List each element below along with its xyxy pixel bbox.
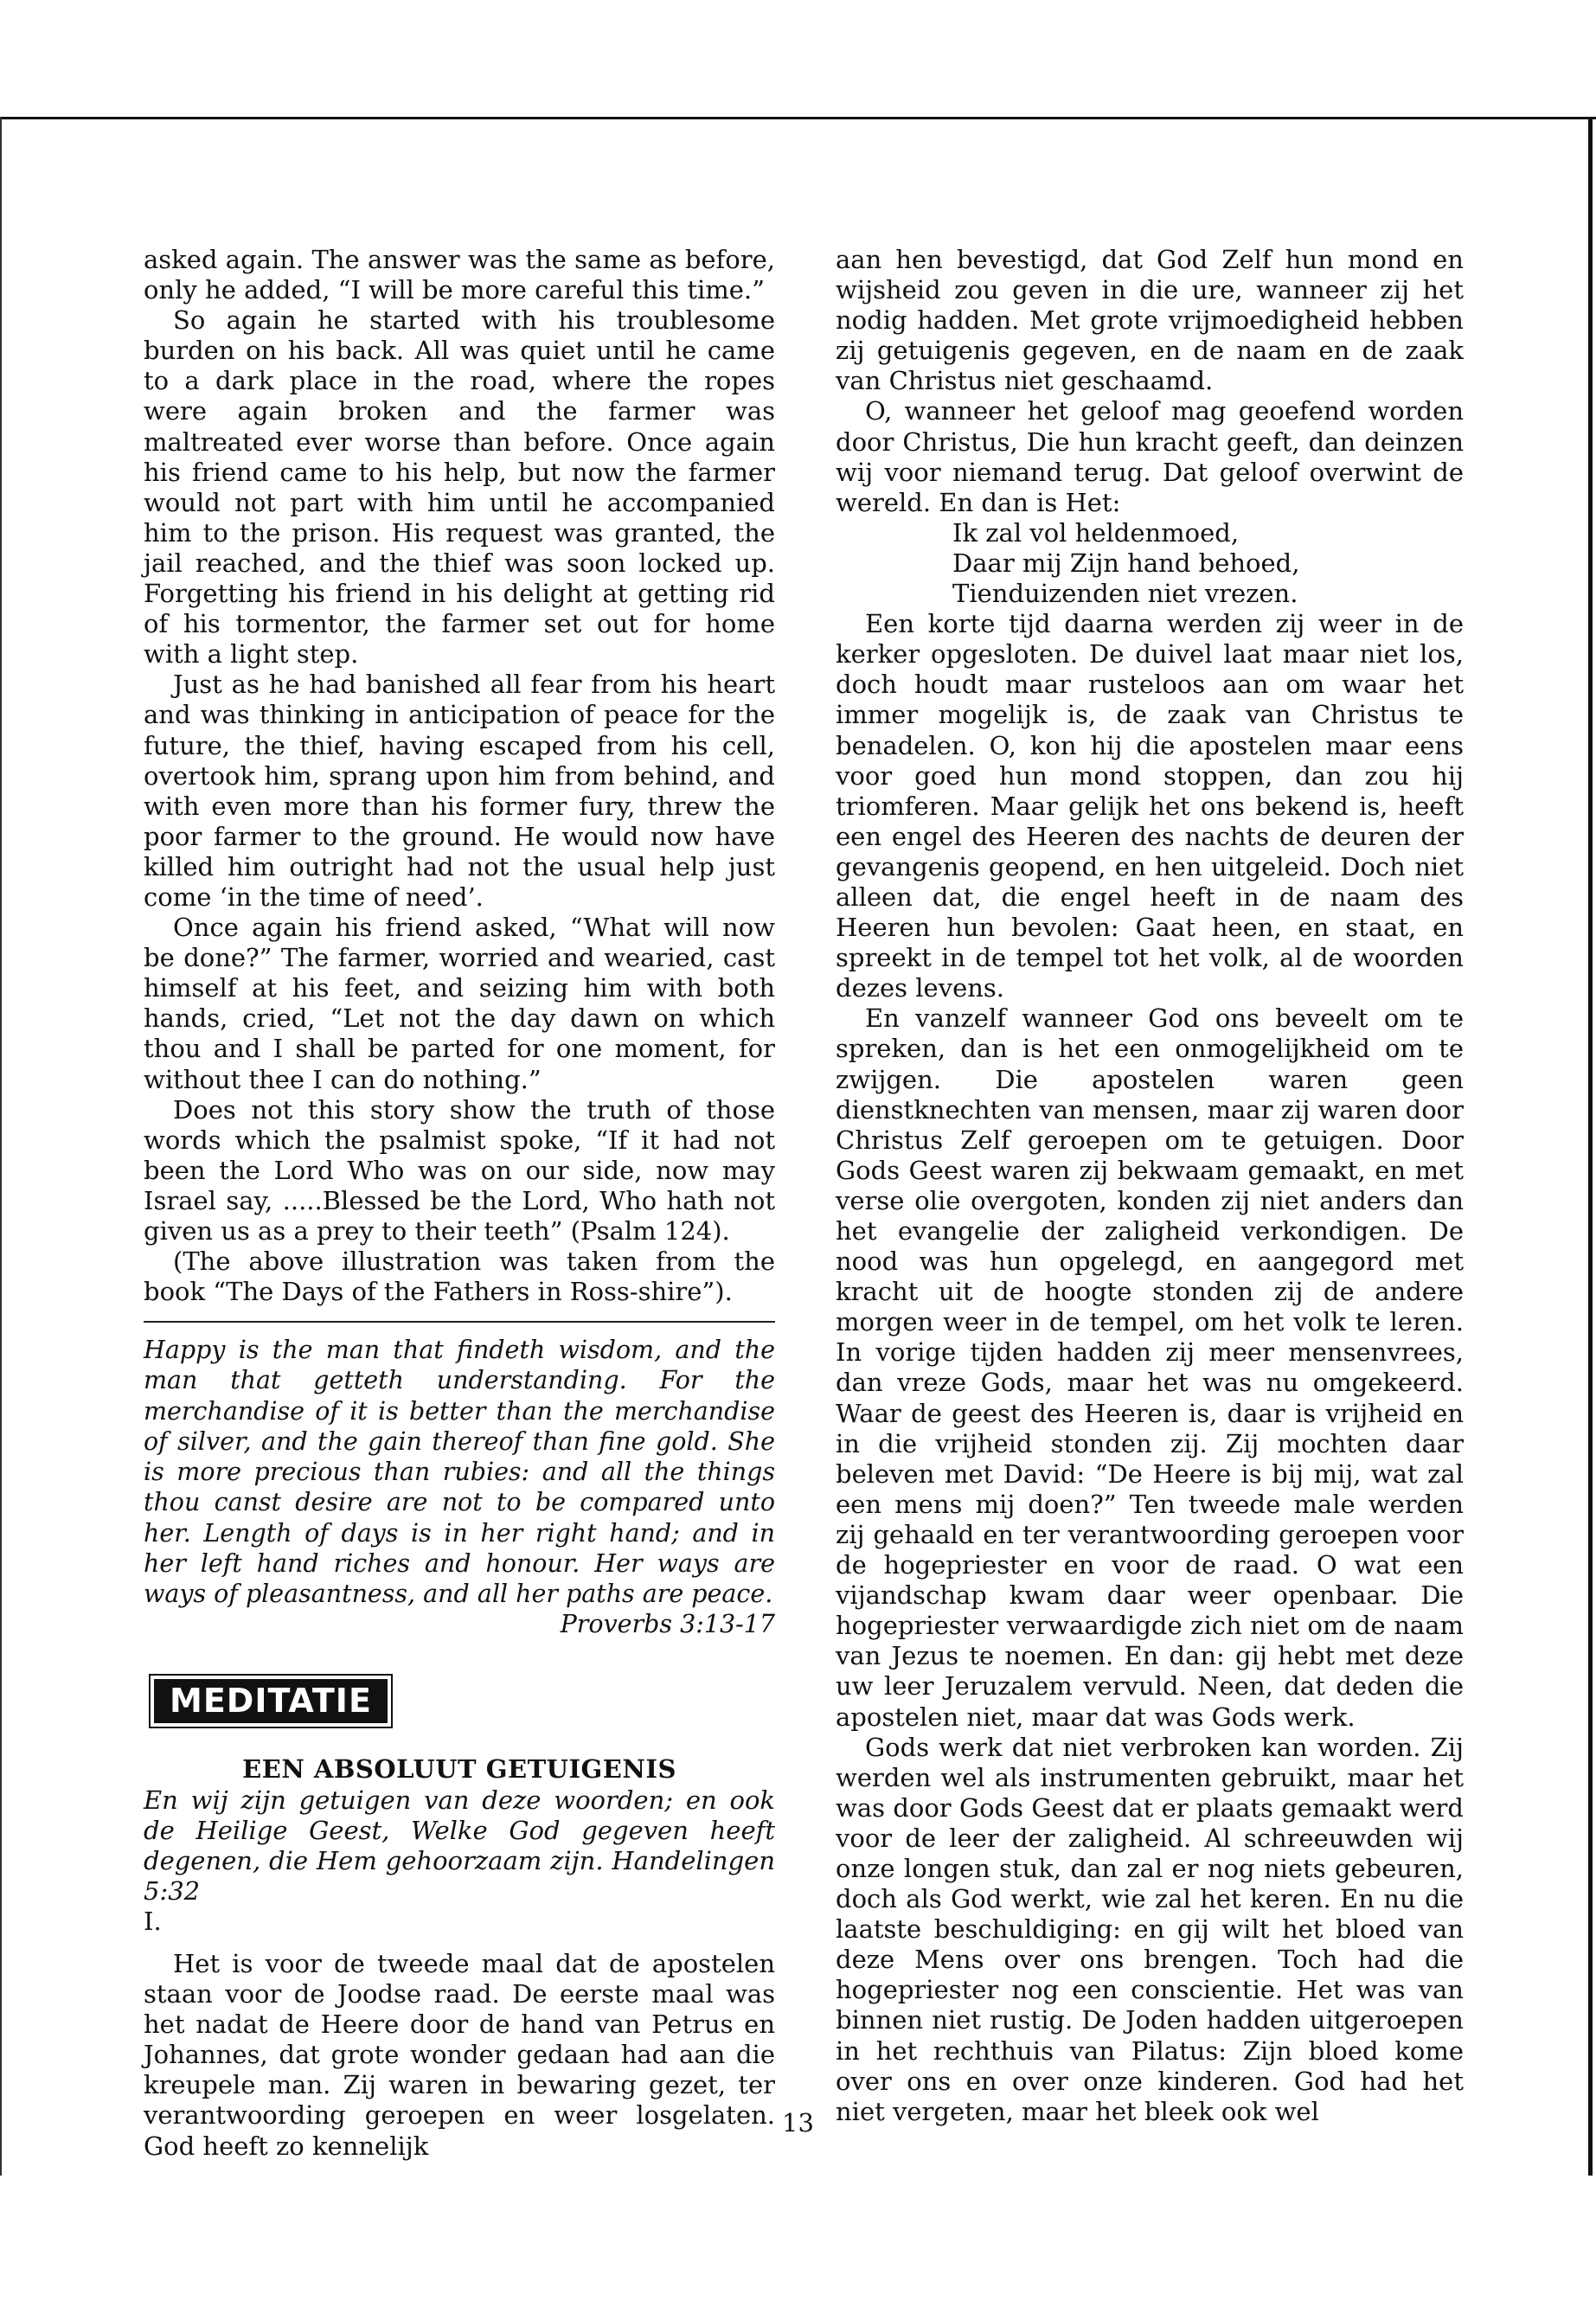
poem-line: Tienduizenden niet vrezen.: [952, 579, 1298, 609]
meditatie-badge-label: MEDITATIE: [154, 1679, 388, 1723]
article-paragraph-4: Een korte tijd daarna werden zij weer in de kerker opgesloten. De duivel laat maar niet los, doch houdt maar rusteloos aan om waar het immer mogelijk is, de zaak van Christus te benadelen. O, kon hij die apostelen maar eens voor goed hun mond stoppen, dan zou hij triomferen. Maar gelijk het ons bekend is, heeft een engel des Heeren des nachts de deuren der gevangenis geopend, en hen uitgeleid. Doch niet alleen dat, die engel heeft in de naam des Heeren hun bevolen: Gaat heen, en staat, en spreekt in de tempel tot het volk, al de woorden dezes levens.: [836, 609, 1464, 1003]
section-number: I.: [144, 1906, 162, 1936]
article-title: EEN ABSOLUUT GETUIGENIS: [242, 1754, 676, 1785]
article-subtitle: En wij zijn getuigen van deze woorden; en ook de Heilige Geest, Welke God gegeven heeft degenen, die Hem gehoorzaam zijn. Handelingen 5:32: [144, 1785, 775, 1906]
meditatie-badge: [149, 1674, 393, 1728]
quote-text: Happy is the man that findeth wisdom, and the man that getteth understanding. For the merchandise of it is better than the merchandise of silver, and the gain thereof than fine gold. She is more precious than rubies: and all the things thou canst desire are not to be compared unto her. Length of days is in her right hand; and in her left hand riches and honour. Her ways are ways of pleasantness, and all her paths are peace.: [144, 1336, 775, 1608]
page-number: 13: [782, 2108, 814, 2138]
story-paragraph-3: Just as he had banished all fear from his heart and was thinking in anticipation of peace for the future, the thief, having escaped from his cell, overtook him, sprang upon him from behind, and with even more than his former fury, threw the poor farmer to the ground. He would now have killed him outright had not the usual help just come ‘in the time of need’.: [144, 670, 775, 912]
scan-right-edge: [1588, 117, 1593, 2176]
article-paragraph-1: Het is voor de tweede maal dat de apostelen staan voor de Joodse raad. De eerste maal was het nadat de Heere door de hand van Petrus en Johannes, dat grote wonder gedaan had aan die kreupele man. Zij waren in bewaring gezet, ter verantwoording geroepen en weer losgelaten. God heeft zo kennelijk: [144, 1948, 775, 2161]
article-paragraph-2: aan hen bevestigd, dat God Zelf hun mond en wijsheid zou geven in die ure, wanneer zij het nodig hadden. Met grote vrijmoedigheid hebben zij getuigenis gegeven, en de naam en de zaak van Christus niet geschaamd.: [836, 245, 1464, 396]
poem-line: Ik zal vol heldenmoed,: [952, 517, 1240, 548]
story-paragraph-6: (The above illustration was taken from the book “The Days of the Fathers in Ross-shire”).: [144, 1247, 775, 1307]
scan-left-edge: [0, 117, 2, 2176]
story-paragraph-1: asked again. The answer was the same as before, only he added, “I will be more careful this time.”: [144, 245, 775, 305]
story-paragraph-2: So again he started with his troublesome burden on his back. All was quiet until he came to a dark place in the road, where the ropes were again broken and the farmer was maltreated ever worse than before. Once again his friend came to his help, but now the farmer would not part with him until he accompanied him to the prison. His request was granted, the jail reached, and the thief was soon locked up. Forgetting his friend in his delight at getting rid of his tormentor, the farmer set out for home with a light step.: [144, 305, 775, 670]
page-top-rule: [0, 117, 1596, 119]
section-divider: [144, 1321, 775, 1323]
story-paragraph-5: Does not this story show the truth of those words which the psalmist spoke, “If it had not been the Lord Who was on our side, now may Israel say, .....Blessed be the Lord, Who hath not given us as a prey to their teeth” (Psalm 124).: [144, 1094, 775, 1246]
article-paragraph-5: En vanzelf wanneer God ons beveelt om te spreken, dan is het een onmogelijkheid om te zwijgen. Die apostelen waren geen dienstknechten van mensen, maar zij waren door Christus Zelf geroepen om te getuigen. Door Gods Geest waren zij bekwaam gemaakt, en met verse olie overgoten, konden zij niet anders dan het evangelie der zaligheid verkondigen. De nood was hun opgelegd, en aangegord met kracht uit de hoogte stonden zij de andere morgen weer in de tempel, om het volk te leren. In vorige tijden hadden zij meer mensenvrees, dan vreze Gods, maar het was nu omgekeerd. Waar de geest des Heeren is, daar is vrijheid en in die vrijheid stonden zij. Zij mochten daar beleven met David: “De Heere is bij mij, wat zal een mens mij doen?” Ten tweede male werden zij gehaald en ter verantwoording geroepen voor de hogepriester en voor de raad. O wat een vijandschap kwam daar weer openbaar. Die hogepriester verwaardigde zich niet om de naam van Jezus te noemen. En dan: gij hebt met deze uw leer Jeruzalem vervuld. Neen, dat deden die apostelen niet, maar dat was Gods werk.: [836, 1003, 1464, 1732]
story-paragraph-4: Once again his friend asked, “What will now be done?” The farmer, worried and wearied, cast himself at his feet, and seizing him with both hands, cried, “Let not the day dawn on which thou and I shall be parted for one moment, for without thee I can do nothing.”: [144, 913, 775, 1094]
article-paragraph-6: Gods werk dat niet verbroken kan worden. Zij werden wel als instrumenten gebruikt, maar het was door Gods Geest dat er plaats gemaakt werd voor de leer der zaligheid. Al schreeuwden wij onze longen stuk, dan zal er nog niets gebeuren, doch als God werkt, wie zal het keren. En nu die laatste beschuldiging: en gij wilt het bloed van deze Mens over ons brengen. Toch had die hogepriester nog een conscientie. Het was van binnen niet rustig. De Joden hadden uitgeroepen in het rechthuis van Pilatus: Zijn bloed kome over ons en over onze kinderen. God had het niet vergeten, maar het bleek ook wel: [836, 1732, 1464, 2126]
scripture-quote: [144, 1335, 775, 1639]
article-paragraph-3: O, wanneer het geloof mag geoefend worden door Christus, Die hun kracht geeft, dan deinzen wij voor niemand terug. Dat geloof overwint de wereld. En dan is Het:: [836, 396, 1464, 517]
poem-stanza: [952, 518, 1464, 609]
quote-reference: Proverbs 3:13-17: [560, 1610, 775, 1639]
left-column: [144, 245, 775, 2162]
poem-line: Daar mij Zijn hand behoed,: [952, 548, 1300, 578]
right-column: [836, 245, 1464, 2127]
